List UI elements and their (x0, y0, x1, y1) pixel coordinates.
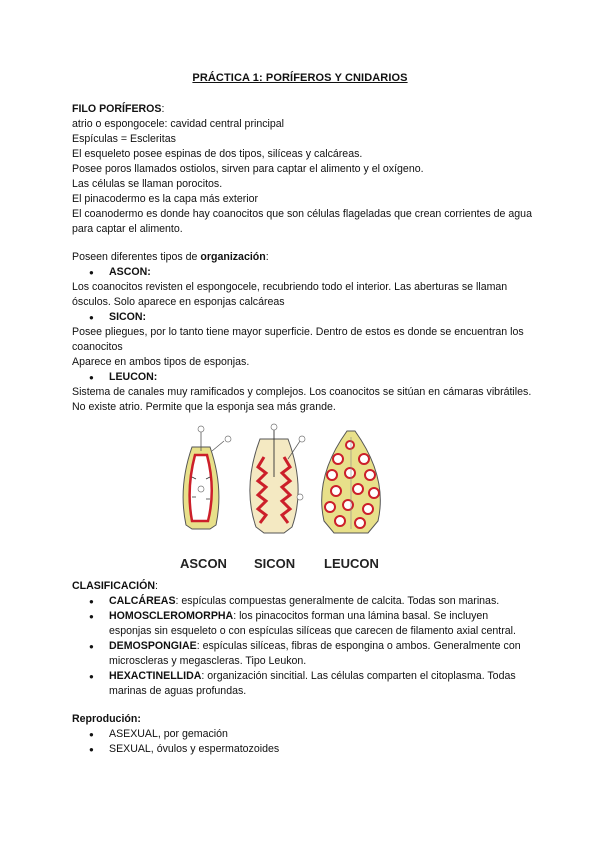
figure-label-leucon: LEUCON (324, 556, 379, 571)
figure-label-ascon: ASCON (180, 556, 227, 571)
leucon-diagram (322, 431, 381, 533)
filo-heading: FILO PORÍFEROS (72, 103, 162, 115)
sicon-extra: Aparece en ambos tipos de esponjas. (72, 356, 250, 368)
clasificacion-item: ● DEMOSPONGIAE: espículas silíceas, fibras de espongina o ambos. Generalmente con microscleras y megascleras. Tipo Leukon. (72, 639, 532, 669)
page-title: PRÁCTICA 1: PORÍFEROS Y CNIDARIOS (192, 72, 408, 84)
organizacion-intro: Poseen diferentes tipos de organización: (72, 251, 269, 263)
filo-line: Las células se llaman porocitos. (72, 178, 223, 190)
sponge-types-figure (72, 417, 532, 579)
sicon-heading: ● SICON: (72, 310, 532, 325)
sicon-text: Posee pliegues, por lo tanto tiene mayor superficie. Dentro de estos es donde se encuentran los coanocitos (72, 326, 524, 353)
leucon-heading: ● LEUCON: (72, 370, 532, 385)
clasificacion-item: ● CALCÁREAS: espículas compuestas generalmente de calcita. Todas son marinas. (72, 594, 532, 609)
reproduccion-heading: Reprodución: (72, 713, 141, 725)
filo-line: Espículas = Escleritas (72, 133, 176, 145)
sicon-diagram (250, 424, 305, 533)
document-body (72, 102, 532, 757)
filo-line: El esqueleto posee espinas de dos tipos, silíceas y calcáreas. (72, 148, 363, 160)
clasificacion-heading-line: CLASIFICACIÓN: (72, 580, 158, 592)
ascon-diagram (183, 426, 231, 529)
filo-line: El coanodermo es donde hay coanocitos que son células flageladas que crean corrientes de agua para captar el alimento. (72, 208, 532, 235)
clasificacion-item: ● HOMOSCLEROMORPHA: los pinacocitos forman una lámina basal. Se incluyen esponjas sin esqueleto o con espículas silíceas que carecen de filamento axial central. (72, 609, 532, 639)
reproduccion-item: ● SEXUAL, óvulos y espermatozoides (72, 742, 532, 757)
filo-heading-line: FILO PORÍFEROS: (72, 103, 165, 115)
leucon-text: Sistema de canales muy ramificados y complejos. Los coanocitos se sitúan en cámaras vibrátiles. No existe atrio. Permite que la esponja sea más grande. (72, 386, 532, 413)
filo-line: atrio o espongocele: cavidad central principal (72, 118, 285, 130)
filo-line: Posee poros llamados ostiolos, sirven para captar el alimento y el oxígeno. (72, 163, 424, 175)
clasificacion-heading: CLASIFICACIÓN (72, 580, 155, 592)
ascon-heading: ● ASCON: (72, 265, 532, 280)
reproduccion-item: ● ASEXUAL, por gemación (72, 727, 532, 742)
clasificacion-item: ● HEXACTINELLIDA: organización sincitial. Las células comparten el citoplasma. Todas marinas de aguas profundas. (72, 669, 532, 699)
ascon-text: Los coanocitos revisten el espongocele, recubriendo todo el interior. Las aberturas se llaman ósculos. Solo aparece en esponjas calcáreas (72, 281, 508, 308)
figure-label-sicon: SICON (254, 556, 296, 571)
sponge-diagram (172, 417, 432, 579)
filo-line: El pinacodermo es la capa más exterior (72, 193, 259, 205)
